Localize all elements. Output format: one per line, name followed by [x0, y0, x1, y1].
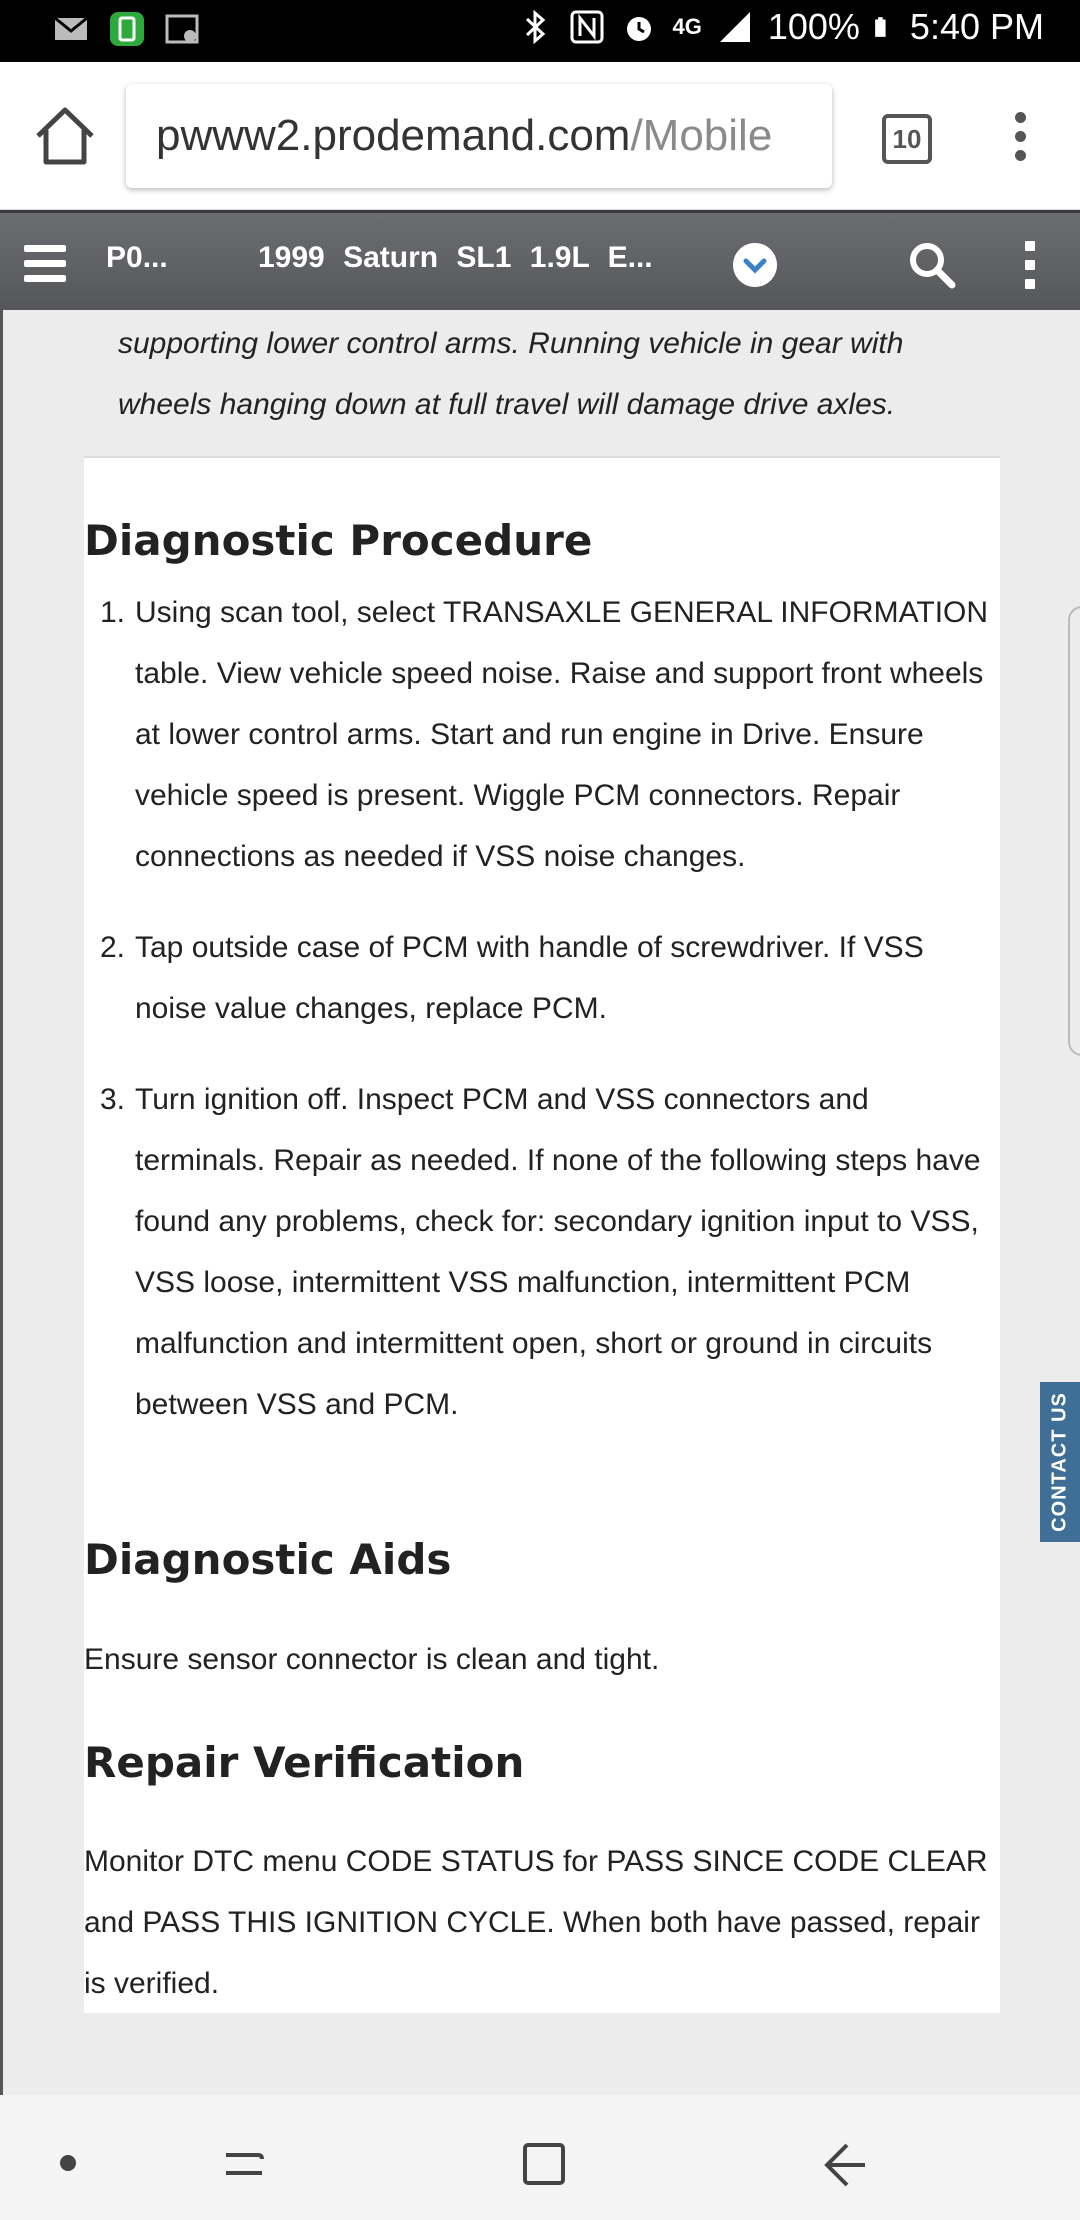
nav-dot-icon[interactable] [60, 2155, 76, 2171]
page-edge [0, 310, 3, 2095]
photo-icon [164, 10, 202, 48]
battery-level: 100% [767, 6, 860, 47]
step-text: Tap outside case of PCM with handle of screwdriver. If VSS noise value changes, replace PCM. [135, 931, 924, 1025]
url-path: /Mobile [630, 111, 773, 160]
browser-menu-icon[interactable] [1000, 112, 1040, 172]
code-breadcrumb[interactable]: P0... [106, 241, 168, 274]
caution-note [84, 310, 1000, 458]
status-bar [0, 0, 1080, 62]
battery-icon [874, 8, 896, 46]
step-text: Using scan tool, select TRANSAXLE GENERAL INFORMATION table. View vehicle speed noise. Raise and support front wheels at lower control arms. Start and run engine in Drive. Ensure vehicle speed is present. Wiggle PCM connectors. Repair connections as needed if VSS noise changes. [135, 596, 989, 873]
notification-icons [52, 10, 202, 48]
procedure-step [84, 917, 1000, 1039]
scroll-handle[interactable] [1068, 606, 1080, 1056]
procedure-step [84, 582, 1000, 887]
clock: 5:40 PM [909, 6, 1044, 47]
procedure-step [84, 1069, 1000, 1435]
repair-verification-text: Monitor DTC menu CODE STATUS for PASS SINCE CODE CLEAR and PASS THIS IGNITION CYCLE. When both have passed, repair is verified. [84, 1845, 988, 2000]
network-type: 4G [672, 14, 702, 39]
hamburger-menu-icon[interactable] [24, 245, 66, 285]
url-host: pwww2.prodemand.com [156, 111, 631, 160]
chevron-down-icon[interactable] [733, 243, 777, 287]
vehicle-selector[interactable]: 1999 Saturn SL1 1.9L E... [258, 241, 653, 274]
recent-apps-icon[interactable] [214, 2133, 274, 2193]
browser-toolbar [0, 62, 1080, 210]
alarm-icon [620, 8, 658, 46]
article-content [84, 310, 1000, 2013]
step-number: 2. [100, 931, 126, 964]
repair-verification-heading: Repair Verification [84, 1738, 525, 1787]
mail-icon [52, 10, 90, 48]
contact-us-label: CONTACT US [1048, 1392, 1071, 1532]
diagnostic-aids-text: Ensure sensor connector is clean and tight. [84, 1643, 660, 1676]
diagnostic-aids-heading: Diagnostic Aids [84, 1535, 452, 1584]
app-toolbar [0, 210, 1080, 310]
nfc-icon [568, 8, 606, 46]
back-icon[interactable] [815, 2133, 875, 2193]
diagnostic-procedure-heading: Diagnostic Procedure [84, 516, 593, 565]
home-icon[interactable] [30, 102, 100, 172]
system-nav-bar [0, 2095, 1080, 2220]
url-bar[interactable] [126, 84, 832, 188]
more-options-icon[interactable] [1020, 241, 1040, 297]
step-text: Turn ignition off. Inspect PCM and VSS connectors and terminals. Repair as needed. If none of the following steps have found any problems, check for: secondary ignition input to VSS, VSS loose, intermittent VSS malfunction, intermittent PCM malfunction and intermittent open, short or ground in circuits between VSS and PCM. [135, 1083, 981, 1421]
procedure-steps [84, 582, 1000, 1465]
contact-us-tab[interactable] [1040, 1382, 1080, 1542]
phone-app-icon [108, 10, 146, 48]
home-nav-icon[interactable] [515, 2133, 575, 2193]
bluetooth-icon [516, 8, 554, 46]
tab-switcher-button[interactable]: 10 [882, 114, 932, 164]
system-icons [516, 6, 1044, 48]
step-number: 3. [100, 1083, 126, 1116]
step-number: 1. [100, 596, 126, 629]
caution-note-text: supporting lower control arms. Running vehicle in gear with wheels hanging down at full travel will damage drive axles. [118, 327, 904, 421]
search-icon[interactable] [906, 239, 958, 291]
signal-icon [716, 8, 754, 46]
